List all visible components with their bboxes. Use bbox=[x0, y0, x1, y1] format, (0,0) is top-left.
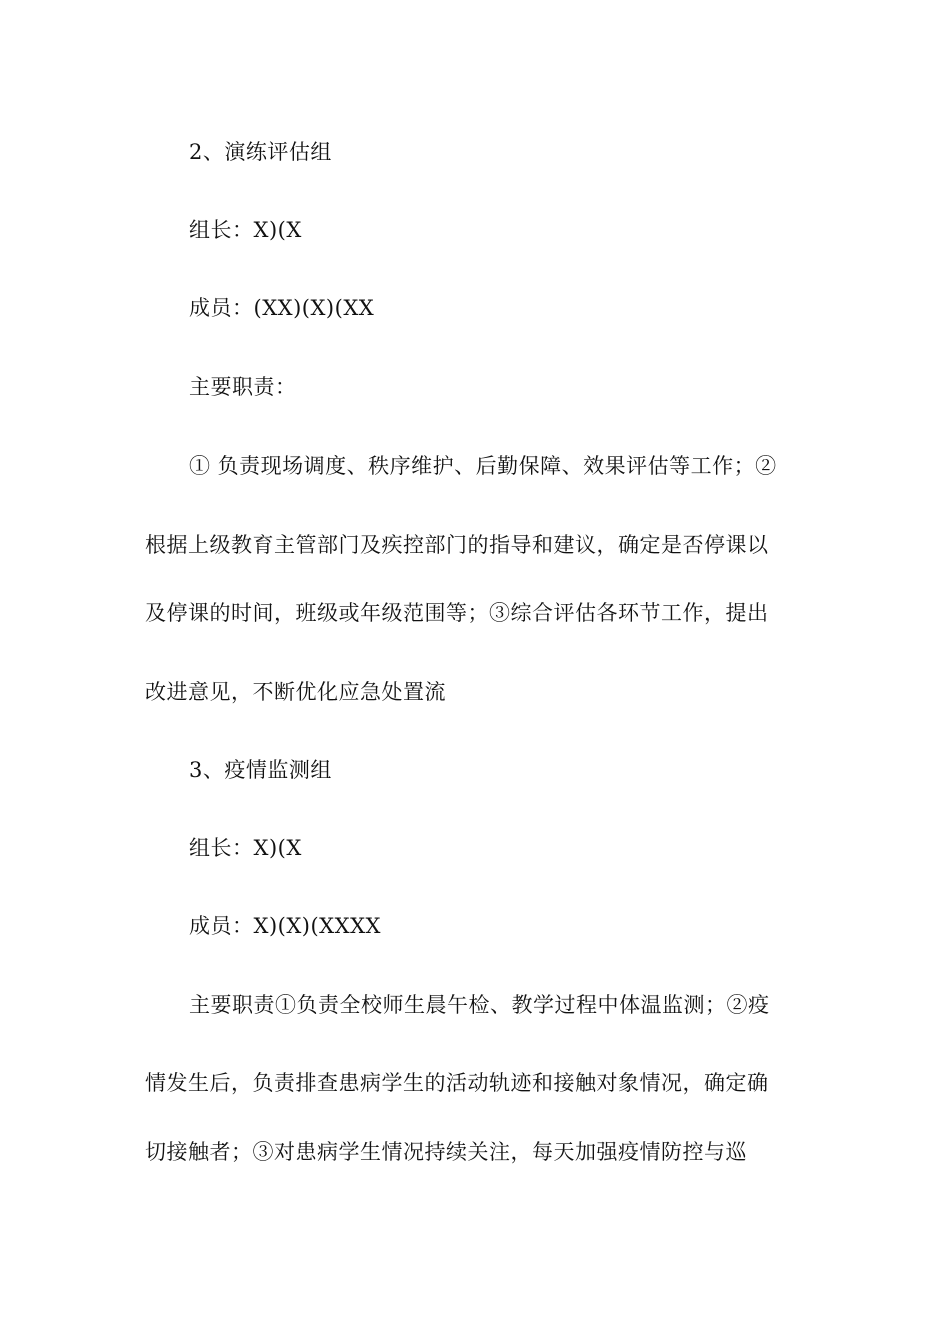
section-2-heading: 2、演练评估组 bbox=[189, 140, 332, 164]
section-3-duties-line: 主要职责①负责全校师生晨午检、教学过程中体温监测；②疫 bbox=[189, 993, 770, 1017]
section-3-heading: 3、疫情监测组 bbox=[189, 758, 332, 782]
section-3-duties-line: 切接触者；③对患病学生情况持续关注，每天加强疫情防控与巡 bbox=[145, 1140, 747, 1164]
section-2-duties-line: 根据上级教育主管部门及疾控部门的指导和建议，确定是否停课以 bbox=[145, 533, 769, 557]
section-3-leader: 组长：X)(X bbox=[189, 836, 302, 860]
section-3-duties-line: 情发生后，负责排查患病学生的活动轨迹和接触对象情况，确定确 bbox=[145, 1071, 769, 1095]
section-2-duties-line: 及停课的时间，班级或年级范围等；③综合评估各环节工作，提出 bbox=[145, 601, 769, 625]
section-2-duties-line: ① 负责现场调度、秩序维护、后勤保障、效果评估等工作；② bbox=[189, 454, 777, 478]
section-2-duties-label: 主要职责： bbox=[189, 375, 297, 399]
section-2-leader: 组长：X)(X bbox=[189, 218, 302, 242]
section-2-members: 成员：(XX)(X)(XX bbox=[189, 296, 375, 320]
section-2-duties-line: 改进意见，不断优化应急处置流 bbox=[145, 680, 446, 704]
section-3-members: 成员：X)(X)(XXXX bbox=[189, 914, 381, 938]
